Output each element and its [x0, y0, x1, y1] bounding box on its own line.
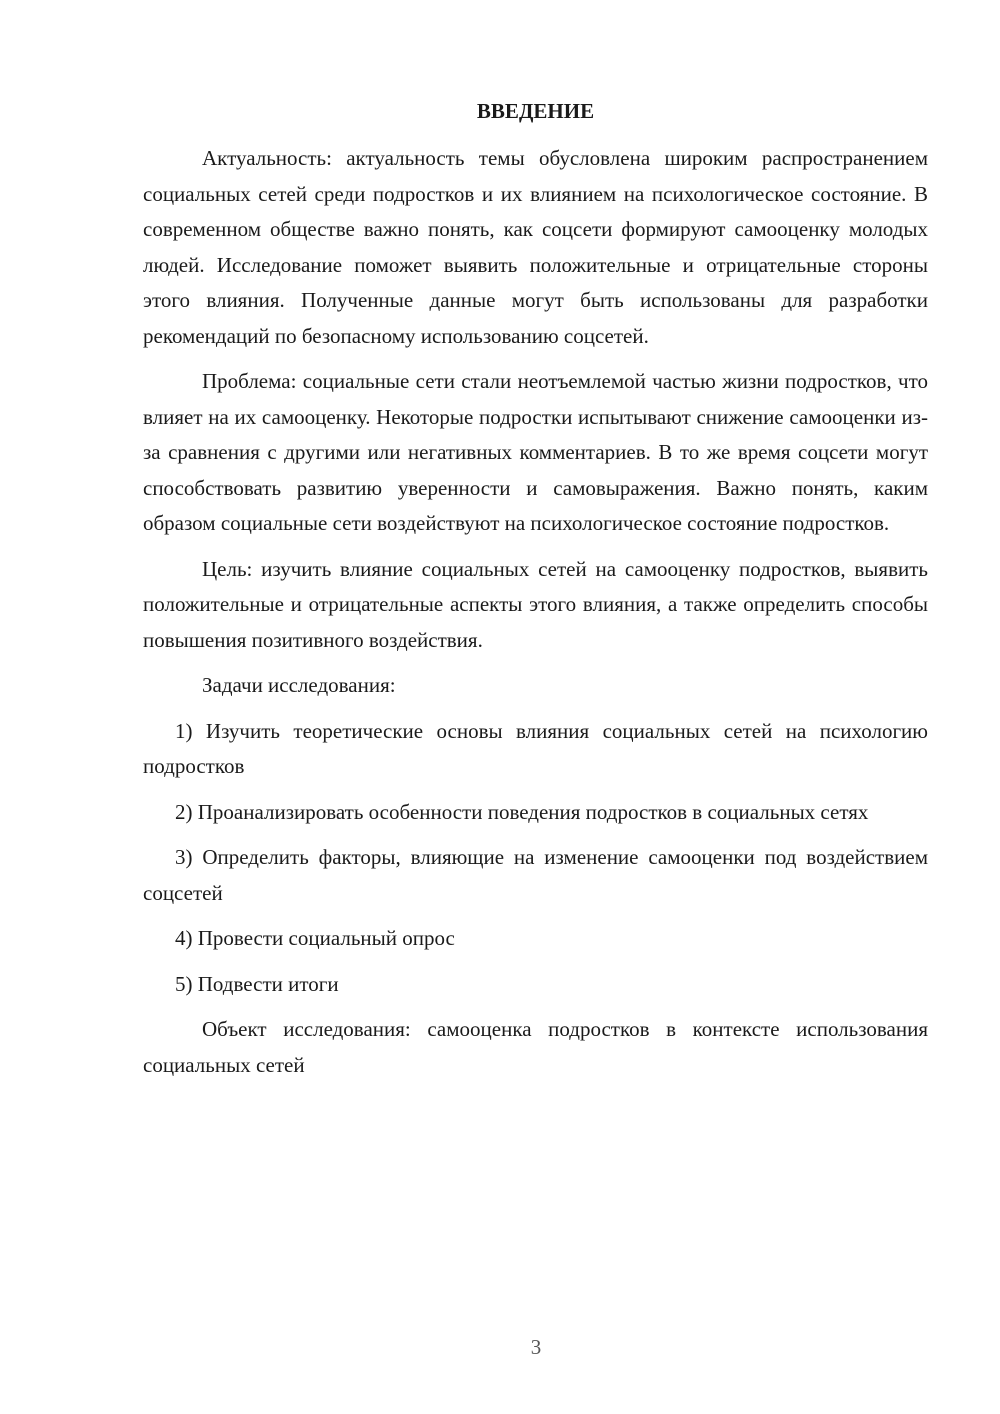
paragraph-goal: Цель: изучить влияние социальных сетей на самооценку подростков, выявить положительные и отрицательные аспекты этого влияния, а также определить способы повышения позитивного воздействия. [143, 556, 928, 652]
paragraph-object: Объект исследования: самооценка подростков в контексте использования социальных сетей [143, 1017, 928, 1077]
task-item-4: 4) Провести социальный опрос [175, 926, 455, 950]
task-item-2: 2) Проанализировать особенности поведения подростков в социальных сетях [175, 799, 869, 824]
page-number: 3 [530, 1335, 542, 1359]
document-body [143, 141, 928, 1093]
section-heading: ВВЕДЕНИЕ [476, 99, 595, 123]
paragraph-problem: Проблема: социальные сети стали неотъемлемой частью жизни подростков, что влияет на их самооценку. Некоторые подростки испытывают снижение самооценки из-за сравнения с другими или негативных комментариев. В то же время соцсети могут способствовать развитию уверенности и самовыражения. Важно понять, каким образом социальные сети воздействуют на психологическое состояние подростков. [143, 369, 928, 535]
tasks-title: Задачи исследования: [202, 673, 396, 697]
task-item-3: 3) Определить факторы, влияющие на изменение самооценки под воздействием соцсетей [143, 845, 928, 905]
task-item-5: 5) Подвести итоги [175, 971, 339, 996]
paragraph-relevance: Актуальность: актуальность темы обусловлена широким распространением социальных сетей среди подростков и их влиянием на психологическое состояние. В современном обществе важно понять, как соцсети формируют самооценку молодых людей. Исследование поможет выявить положительные и отрицательные стороны этого влияния. Полученные данные могут быть использованы для разработки рекомендаций по безопасному использованию соцсетей. [143, 146, 928, 348]
task-item-1: 1) Изучить теоретические основы влияния социальных сетей на психологию подростков [143, 718, 928, 778]
